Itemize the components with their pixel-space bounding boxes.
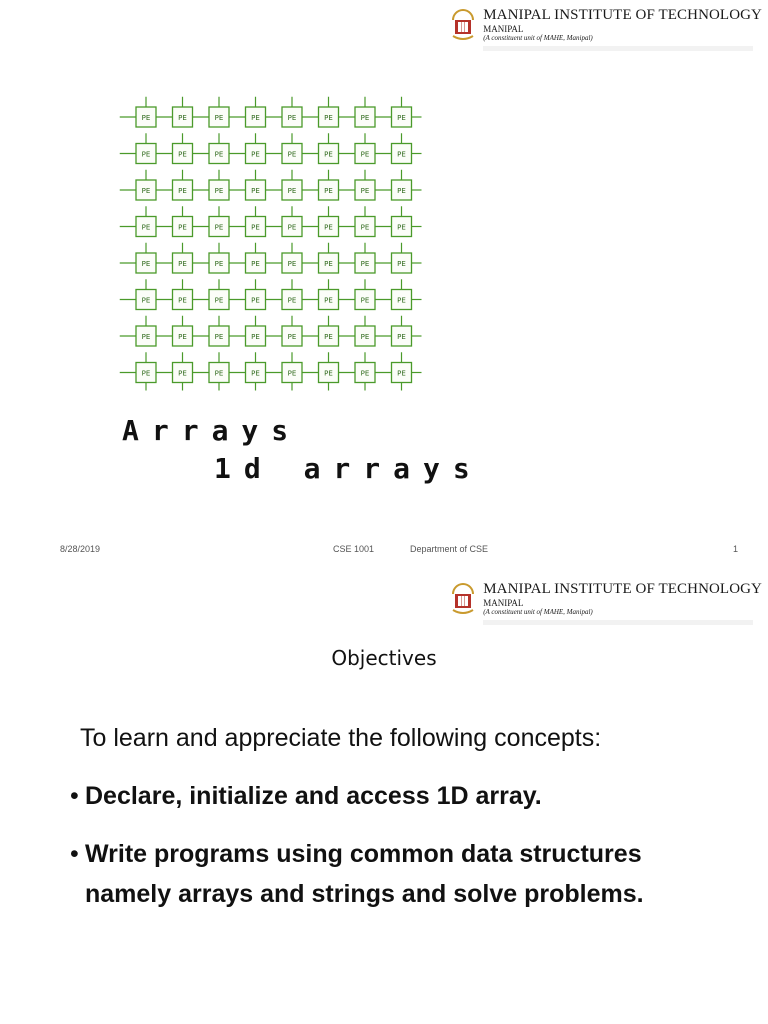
pe-label: PE	[178, 187, 187, 195]
pe-label: PE	[214, 333, 224, 341]
pe-label: PE	[214, 260, 224, 268]
pe-label: PE	[287, 114, 297, 122]
pe-label: PE	[397, 114, 406, 122]
pe-label: PE	[214, 369, 224, 378]
pe-label: PE	[251, 260, 260, 268]
processing-element-grid	[108, 85, 440, 405]
pe-label: PE	[324, 150, 333, 159]
pe-label: PE	[360, 296, 370, 305]
pe-label: PE	[360, 260, 370, 268]
pe-label: PE	[178, 260, 187, 268]
pe-label: PE	[251, 296, 260, 305]
pe-label: PE	[141, 260, 151, 268]
bullet-text: Write programs using common data structures namely arrays and strings and solve problems.	[85, 840, 644, 908]
intro-text: To learn and appreciate the following concepts:	[80, 724, 602, 752]
pe-label: PE	[214, 150, 224, 159]
pe-label: PE	[287, 333, 297, 341]
institute-name: MANIPAL INSTITUTE OF TECHNOLOGY	[483, 7, 762, 23]
pe-label: PE	[214, 296, 224, 305]
institute-emblem-icon	[449, 8, 477, 44]
objective-bullet	[70, 834, 710, 914]
logo-underline	[483, 46, 753, 51]
pe-label: PE	[214, 223, 224, 232]
pe-label: PE	[178, 114, 187, 122]
bullet-dot: •	[70, 840, 79, 868]
institute-subtitle: (A constituent unit of MAHE, Manipal)	[483, 608, 593, 616]
pe-label: PE	[141, 223, 151, 232]
pe-label: PE	[251, 150, 260, 159]
bullet-text: Declare, initialize and access 1D array.	[85, 782, 542, 810]
pe-label: PE	[141, 369, 151, 378]
institute-name: MANIPAL INSTITUTE OF TECHNOLOGY	[483, 581, 762, 597]
slide-title: Arrays	[122, 414, 302, 447]
pe-label: PE	[397, 296, 406, 305]
slide-title: Objectives	[331, 646, 437, 670]
footer-page-number: 1	[733, 544, 739, 554]
pe-label: PE	[360, 150, 370, 159]
pe-label: PE	[360, 187, 370, 195]
pe-label: PE	[178, 150, 187, 159]
pe-label: PE	[178, 223, 187, 232]
pe-label: PE	[324, 333, 333, 341]
pe-label: PE	[360, 223, 370, 232]
pe-label: PE	[251, 223, 260, 232]
pe-label: PE	[287, 369, 297, 378]
pe-label: PE	[397, 187, 406, 195]
institute-subtitle: (A constituent unit of MAHE, Manipal)	[483, 34, 593, 42]
institute-city: MANIPAL	[483, 598, 524, 608]
logo-underline	[483, 620, 753, 625]
pe-label: PE	[324, 187, 333, 195]
pe-label: PE	[214, 114, 224, 122]
institute-logo	[449, 8, 762, 44]
pe-label: PE	[324, 296, 333, 305]
pe-label: PE	[141, 150, 151, 159]
objective-bullet	[70, 776, 710, 816]
institute-city: MANIPAL	[483, 24, 524, 34]
pe-label: PE	[397, 333, 406, 341]
pe-label: PE	[178, 296, 187, 305]
pe-label: PE	[324, 114, 333, 122]
pe-label: PE	[397, 260, 406, 268]
pe-label: PE	[360, 114, 370, 122]
institute-emblem-icon	[449, 582, 477, 618]
pe-label: PE	[141, 114, 151, 122]
bullet-dot: •	[70, 782, 79, 810]
pe-label: PE	[251, 369, 260, 378]
pe-label: PE	[287, 260, 297, 268]
footer-date: 8/28/2019	[60, 544, 101, 554]
pe-label: PE	[397, 150, 406, 159]
pe-label: PE	[324, 369, 333, 378]
slide-2	[0, 568, 768, 1024]
pe-label: PE	[251, 333, 260, 341]
pe-label: PE	[251, 114, 260, 122]
pe-label: PE	[141, 333, 151, 341]
pe-label: PE	[287, 223, 297, 232]
slide-subtitle: 1d arrays	[214, 452, 483, 485]
pe-label: PE	[360, 333, 370, 341]
pe-label: PE	[251, 187, 260, 195]
footer-course: CSE 1001	[333, 544, 375, 554]
institute-logo	[449, 582, 762, 618]
pe-label: PE	[324, 223, 333, 232]
pe-label: PE	[214, 187, 224, 195]
pe-label: PE	[141, 296, 151, 305]
pe-label: PE	[397, 223, 406, 232]
pe-label: PE	[287, 150, 297, 159]
pe-label: PE	[178, 369, 187, 378]
pe-label: PE	[287, 187, 297, 195]
pe-label: PE	[141, 187, 151, 195]
pe-label: PE	[360, 369, 370, 378]
pe-label: PE	[397, 369, 406, 378]
pe-label: PE	[178, 333, 187, 341]
footer-department: Department of CSE	[410, 544, 489, 554]
pe-label: PE	[324, 260, 333, 268]
pe-label: PE	[287, 296, 297, 305]
